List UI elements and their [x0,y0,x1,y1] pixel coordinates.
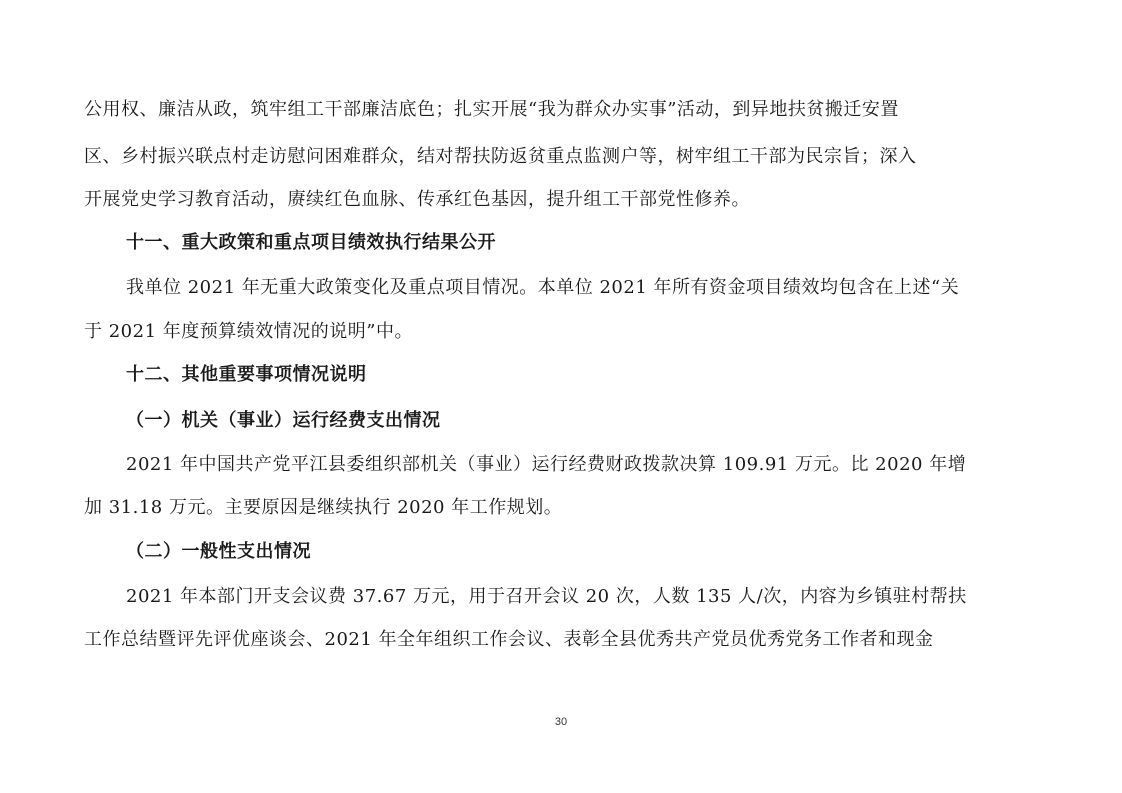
paragraph-1-line-2: 区、乡村振兴联点村走访慰问困难群众，结对帮扶防返贫重点监测户等，树牢组工干部为民宗旨；深入 [84,146,917,167]
section-11-line-1: 我单位 2021 年无重大政策变化及重点项目情况。本单位 2021 年所有资金项目绩效均包含在上述“关 [126,277,960,298]
section-12-sub-2-line-1: 2021 年本部门开支会议费 37.67 万元，用于召开会议 20 次，人数 135 人/次，内容为乡镇驻村帮扶 [126,586,967,607]
paragraph-1-line-3: 开展党史学习教育活动，赓续红色血脉、传承红色基因，提升组工干部党性修养。 [84,189,750,210]
section-12-heading: 十二、其他重要事项情况说明 [126,364,367,385]
paragraph-1-line-1: 公用权、廉洁从政，筑牢组工干部廉洁底色；扎实开展“我为群众办实事”活动，到异地扶贫搬迁安置 [84,99,899,120]
section-12-sub-1-line-1: 2021 年中国共产党平江县委组织部机关（事业）运行经费财政拨款决算 109.91 万元。比 2020 年增 [126,454,967,475]
section-12-sub-1-heading: （一）机关（事业）运行经费支出情况 [126,410,441,431]
section-12-sub-2-heading: （二）一般性支出情况 [126,541,311,562]
section-11-line-2: 于 2021 年度预算绩效情况的说明”中。 [84,321,413,342]
page-number: 30 [554,716,568,728]
section-12-sub-2-line-2: 工作总结暨评先评优座谈会、2021 年全年组织工作会议、表彰全县优秀共产党员优秀党务工作者和现金 [84,629,934,650]
section-12-sub-1-line-2: 加 31.18 万元。主要原因是继续执行 2020 年工作规划。 [84,497,563,518]
section-11-heading: 十一、重大政策和重点项目绩效执行结果公开 [126,232,496,253]
